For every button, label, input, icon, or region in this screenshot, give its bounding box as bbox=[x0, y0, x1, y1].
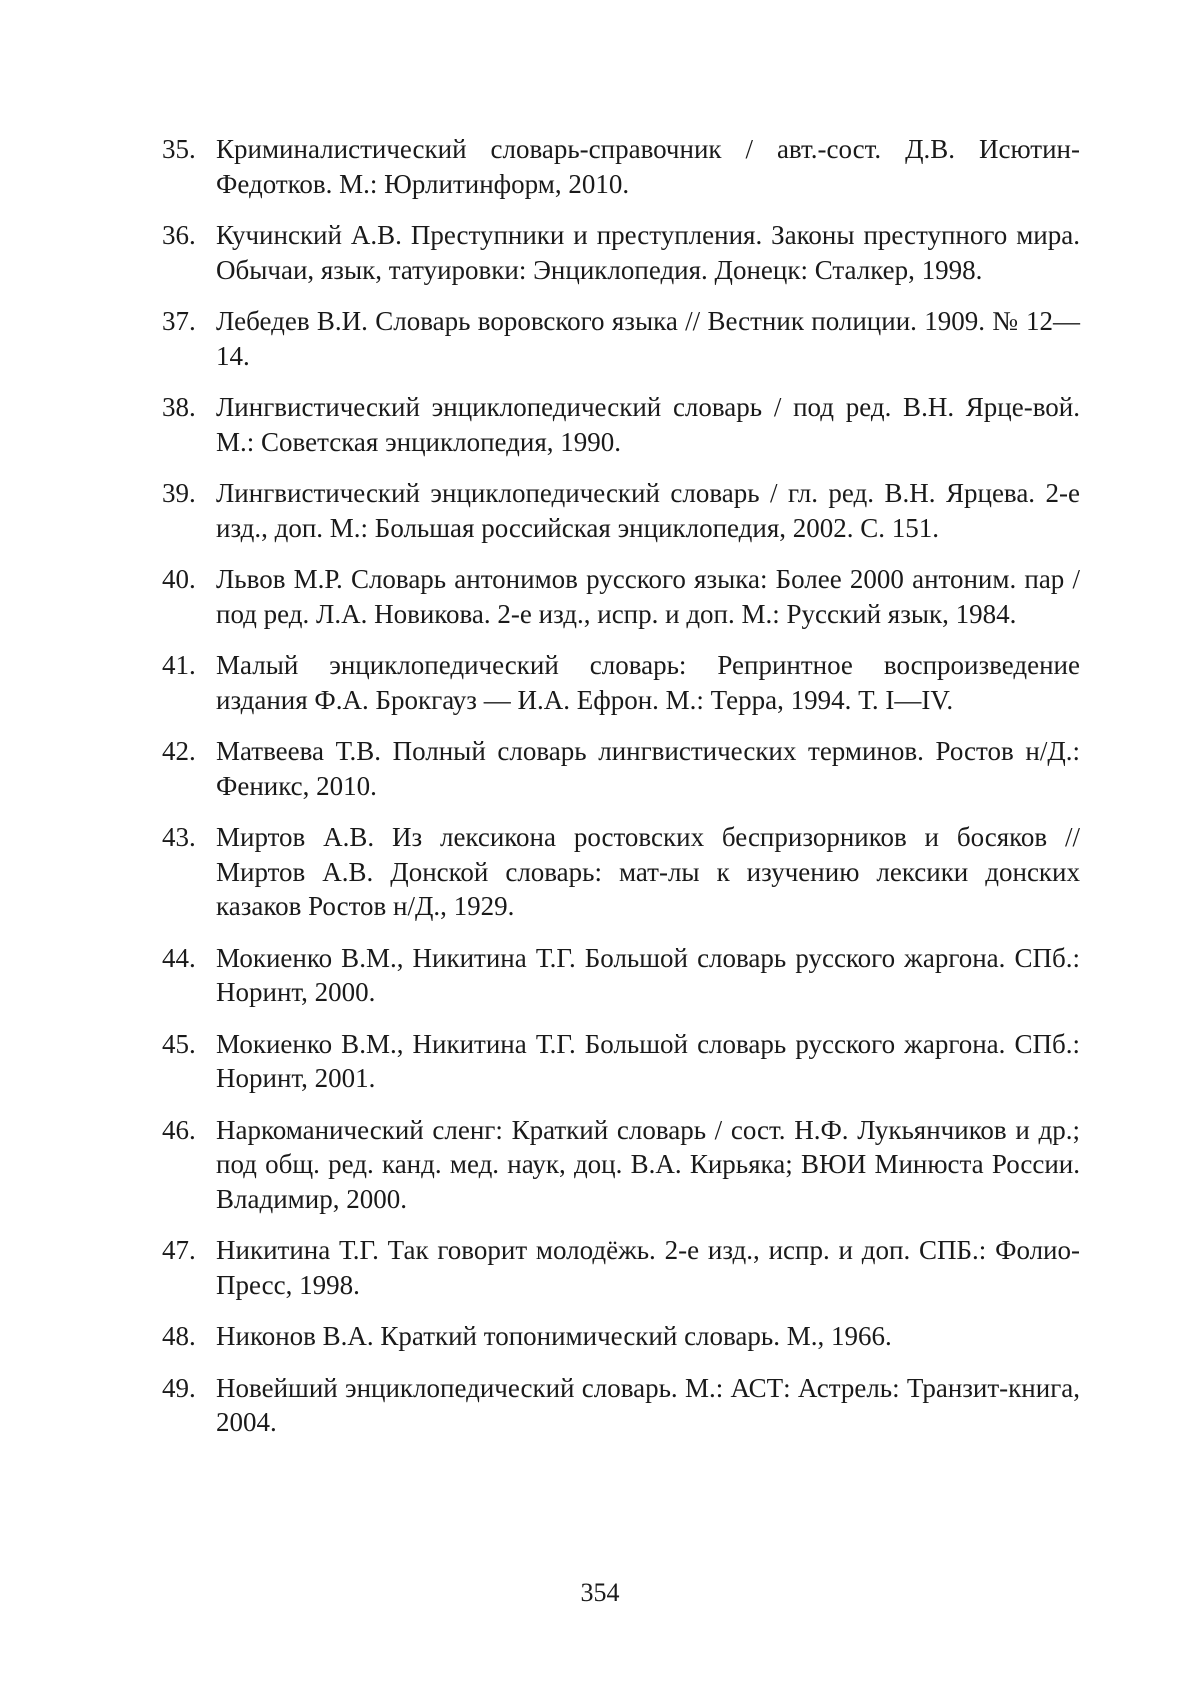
entry-number: 36. bbox=[162, 220, 196, 250]
entry-number: 40. bbox=[162, 564, 196, 594]
entry-text: Мокиенко В.М., Никитина Т.Г. Большой словарь русского жаргона. СПб.: Норинт, 2001. bbox=[216, 1028, 1080, 1093]
entry-number: 45. bbox=[162, 1028, 196, 1059]
bibliography-entry bbox=[162, 1113, 1080, 1217]
entry-text: Лингвистический энциклопедический словарь / гл. ред. В.Н. Ярцева. 2-е изд., доп. М.: Большая российская энциклопедия, 2002. С. 151. bbox=[216, 478, 1080, 543]
bibliography-entry bbox=[162, 1319, 1080, 1354]
entry-text: Наркоманический сленг: Краткий словарь / сост. Н.Ф. Лукьянчиков и др.; под общ. ред. канд. мед. наук, доц. В.А. Кирьяка; ВЮИ Минюста России. Владимир, 2000. bbox=[216, 1114, 1080, 1214]
entry-text: Криминалистический словарь-справочник / авт.-сост. Д.В. Исютин-Федотков. М.: Юрлитинформ, 2010. bbox=[216, 134, 1080, 199]
bibliography-entry bbox=[162, 1233, 1080, 1302]
entry-text: Миртов А.В. Из лексикона ростовских беспризорников и босяков // Миртов А.В. Донской словарь: мат-лы к изучению лексики донских казаков Ростов н/Д., 1929. bbox=[216, 822, 1080, 921]
bibliography-entry bbox=[162, 218, 1080, 287]
entry-number: 41. bbox=[162, 650, 196, 680]
bibliography-entry bbox=[162, 132, 1080, 201]
bibliography-entry bbox=[162, 390, 1080, 459]
bibliography-entry bbox=[162, 820, 1080, 924]
bibliography-entry bbox=[162, 304, 1080, 373]
entry-text: Кучинский А.В. Преступники и преступления. Законы преступного мира. Обычаи, язык, татуировки: Энциклопедия. Донецк: Сталкер, 1998. bbox=[216, 220, 1080, 285]
entry-number: 49. bbox=[162, 1372, 196, 1403]
entry-text: Львов М.Р. Словарь антонимов русского языка: Более 2000 антоним. пар / под ред. Л.А. Новикова. 2-е изд., испр. и доп. М.: Русский язык, 1984. bbox=[216, 564, 1080, 629]
bibliography-entry bbox=[162, 648, 1080, 717]
entry-number: 38. bbox=[162, 392, 196, 422]
entry-number: 43. bbox=[162, 822, 196, 852]
entry-text: Малый энциклопедический словарь: Репринтное воспроизведение издания Ф.А. Брокгауз — И.А. Ефрон. М.: Терра, 1994. Т. I—IV. bbox=[216, 650, 1080, 715]
entry-number: 42. bbox=[162, 736, 196, 766]
entry-number: 48. bbox=[162, 1321, 196, 1351]
entry-text: Никонов В.А. Краткий топонимический словарь. М., 1966. bbox=[216, 1321, 892, 1351]
bibliography-list bbox=[162, 132, 1080, 1457]
bibliography-entry bbox=[162, 941, 1080, 1010]
bibliography-entry bbox=[162, 734, 1080, 803]
entry-number: 46. bbox=[162, 1114, 196, 1145]
entry-text: Мокиенко В.М., Никитина Т.Г. Большой словарь русского жаргона. СПб.: Норинт, 2000. bbox=[216, 942, 1080, 1007]
entry-number: 44. bbox=[162, 942, 196, 973]
entry-text: Матвеева Т.В. Полный словарь лингвистических терминов. Ростов н/Д.: Феникс, 2010. bbox=[216, 736, 1080, 801]
bibliography-entry bbox=[162, 1371, 1080, 1440]
page-number: 354 bbox=[580, 1578, 620, 1607]
entry-number: 35. bbox=[162, 134, 196, 164]
bibliography-entry bbox=[162, 476, 1080, 545]
entry-number: 39. bbox=[162, 478, 196, 508]
entry-text: Новейший энциклопедический словарь. М.: АСТ: Астрель: Транзит-книга, 2004. bbox=[216, 1372, 1080, 1437]
entry-number: 37. bbox=[162, 306, 196, 336]
entry-number: 47. bbox=[162, 1235, 196, 1265]
bibliography-entry bbox=[162, 562, 1080, 631]
entry-text: Лингвистический энциклопедический словарь / под ред. В.Н. Ярце-вой. М.: Советская энциклопедия, 1990. bbox=[216, 392, 1080, 457]
entry-text: Никитина Т.Г. Так говорит молодёжь. 2-е изд., испр. и доп. СПБ.: Фолио-Пресс, 1998. bbox=[216, 1235, 1080, 1300]
bibliography-entry bbox=[162, 1027, 1080, 1096]
entry-text: Лебедев В.И. Словарь воровского языка // Вестник полиции. 1909. № 12—14. bbox=[216, 306, 1080, 371]
